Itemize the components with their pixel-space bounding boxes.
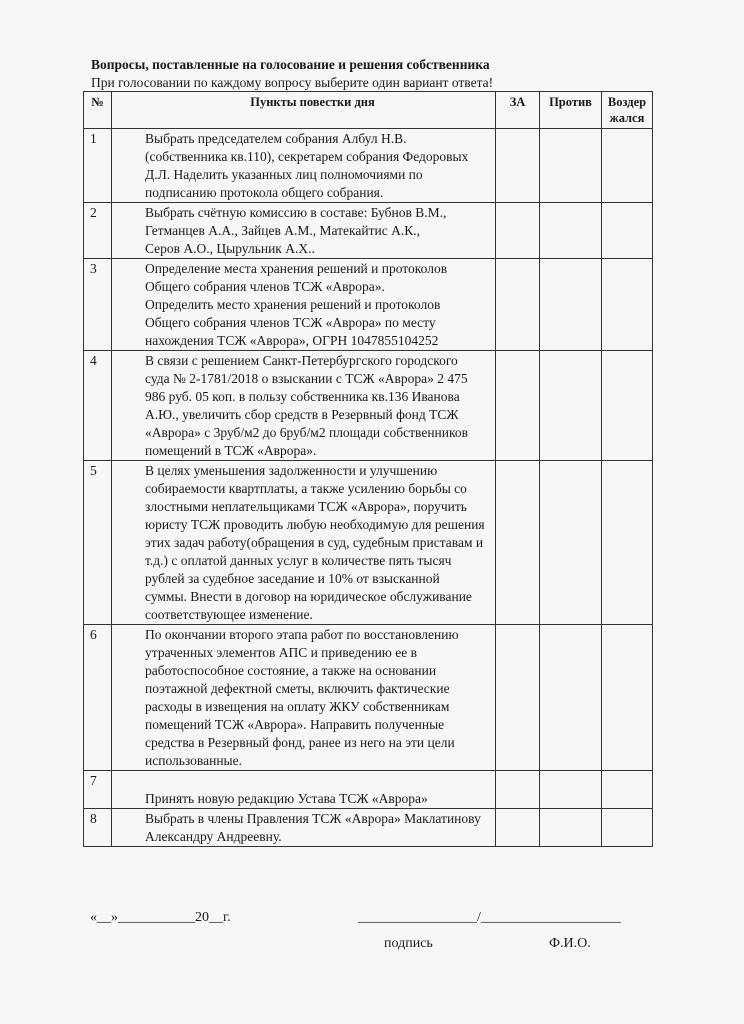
- vote-against-cell[interactable]: [540, 259, 602, 351]
- vote-against-cell[interactable]: [540, 129, 602, 203]
- agenda-row-text: [112, 351, 496, 461]
- agenda-row-number: 4: [84, 351, 112, 461]
- agenda-row-number: 3: [84, 259, 112, 351]
- vote-abstain-cell[interactable]: [602, 809, 653, 847]
- agenda-row-text: [112, 461, 496, 625]
- header-against: Против: [540, 92, 602, 129]
- vote-abstain-cell[interactable]: [602, 259, 653, 351]
- agenda-row-line: подписанию протокола общего собрания.: [145, 185, 384, 200]
- vote-for-cell[interactable]: [496, 259, 540, 351]
- agenda-row-text: [112, 625, 496, 771]
- agenda-row-line: помещений ТСЖ «Аврора». Направить полученные: [145, 717, 445, 732]
- agenda-row-number: 2: [84, 203, 112, 259]
- agenda-row-line: нахождения ТСЖ «Аврора», ОГРН 1047855104252: [145, 333, 439, 348]
- signature-date[interactable]: «__»___________20__г.: [90, 910, 231, 925]
- agenda-row: [84, 259, 653, 351]
- agenda-header-row: [84, 92, 653, 129]
- agenda-row-text: [112, 203, 496, 259]
- agenda-row: [84, 771, 653, 809]
- vote-abstain-cell[interactable]: [602, 203, 653, 259]
- vote-abstain-cell[interactable]: [602, 351, 653, 461]
- agenda-row-line: утраченных элементов АПС и приведению ее в: [145, 645, 417, 660]
- agenda-row-line: собираемости квартплаты, а также усилению борьбы со: [145, 481, 467, 496]
- agenda-row-text: [112, 771, 496, 809]
- vote-against-cell[interactable]: [540, 771, 602, 809]
- agenda-row-line: использованные.: [145, 753, 242, 768]
- agenda-row-line: Определение места хранения решений и протоколов: [145, 261, 448, 276]
- agenda-row-text: [112, 809, 496, 847]
- agenda-row-line: Принять новую редакцию Устава ТСЖ «Аврора»: [145, 791, 428, 806]
- agenda-row-line: Гетманцев А.А., Зайцев А.М., Матекайтис А.К.,: [145, 223, 420, 238]
- agenda-row-line: суда № 2-1781/2018 о взыскании с ТСЖ «Аврора» 2 475: [145, 371, 468, 386]
- signature-caption-sign: подпись: [384, 936, 433, 951]
- header-for: ЗА: [496, 92, 540, 129]
- header-abstain: Воздер жался: [602, 92, 653, 129]
- agenda-row-line: суммы. Внести в договор на юридическое обслуживание: [145, 589, 472, 604]
- agenda-row-line: «Аврора» с 3руб/м2 до 6руб/м2 площади собственников: [145, 425, 468, 440]
- agenda-row-number: 5: [84, 461, 112, 625]
- agenda-row-line: юристу ТСЖ проводить любую необходимую для решения: [145, 517, 485, 532]
- agenda-row-number: 6: [84, 625, 112, 771]
- header-item: Пункты повестки дня: [112, 92, 496, 129]
- agenda-row-number: 8: [84, 809, 112, 847]
- vote-abstain-cell[interactable]: [602, 461, 653, 625]
- agenda-row-line: помещений в ТСЖ «Аврора».: [145, 443, 317, 458]
- agenda-row-line: Александру Андреевну.: [145, 829, 282, 844]
- agenda-row-line: расходы в извещения на оплату ЖКУ собственникам: [145, 699, 450, 714]
- header-num: №: [84, 92, 112, 129]
- vote-against-cell[interactable]: [540, 461, 602, 625]
- agenda-row: [84, 625, 653, 771]
- agenda-row: [84, 351, 653, 461]
- agenda-row-line: средства в Резервный фонд, ранее из него на эти цели: [145, 735, 455, 750]
- vote-for-cell[interactable]: [496, 625, 540, 771]
- agenda-row: [84, 203, 653, 259]
- agenda-row-line: Общего собрания членов ТСЖ «Аврора» по месту: [145, 315, 436, 330]
- agenda-row-line: Выбрать председателем собрания Албул Н.В.: [145, 131, 407, 146]
- agenda-row-line: Выбрать в члены Правления ТСЖ «Аврора» Маклатинову: [145, 811, 481, 826]
- agenda-row-line: По окончании второго этапа работ по восстановлению: [145, 627, 459, 642]
- agenda-row-line: В связи с решением Санкт-Петербургского городского: [145, 353, 458, 368]
- signature-caption-name: Ф.И.О.: [549, 936, 591, 951]
- vote-against-cell[interactable]: [540, 203, 602, 259]
- agenda-row-line: соответствующее изменение.: [145, 607, 313, 622]
- agenda-row-line: Выбрать счётную комиссию в составе: Бубнов В.М.,: [145, 205, 447, 220]
- agenda-row-line: т.д.) с оплатой данных услуг в количестве пять тысяч: [145, 553, 452, 568]
- vote-against-cell[interactable]: [540, 351, 602, 461]
- vote-abstain-cell[interactable]: [602, 625, 653, 771]
- agenda-table: [83, 91, 653, 847]
- agenda-row-number: 1: [84, 129, 112, 203]
- page-subheading: При голосовании по каждому вопросу выберите один вариант ответа!: [91, 75, 494, 90]
- agenda-row-line: работоспособное состояние, а также на основании: [145, 663, 437, 678]
- vote-for-cell[interactable]: [496, 129, 540, 203]
- agenda-row: [84, 461, 653, 625]
- agenda-row-line: А.Ю., увеличить сбор средств в Резервный фонд ТСЖ: [145, 407, 459, 422]
- vote-for-cell[interactable]: [496, 461, 540, 625]
- agenda-row-line: этих задач работу(обращения в суд, судебным приставам и: [145, 535, 484, 550]
- vote-abstain-cell[interactable]: [602, 771, 653, 809]
- agenda-row-text: [112, 129, 496, 203]
- vote-for-cell[interactable]: [496, 351, 540, 461]
- page-heading: Вопросы, поставленные на голосование и решения собственника: [91, 57, 490, 72]
- signature-line[interactable]: _________________/____________________: [358, 910, 621, 925]
- agenda-row: [84, 809, 653, 847]
- vote-for-cell[interactable]: [496, 771, 540, 809]
- agenda-row-line: поэтажной дефектной сметы, включить фактические: [145, 681, 450, 696]
- agenda-row-line: В целях уменьшения задолженности и улучшению: [145, 463, 438, 478]
- agenda-row-text: [112, 259, 496, 351]
- agenda-row-line: Определить место хранения решений и протоколов: [145, 297, 441, 312]
- agenda-row-line: Серов А.О., Цырульник А.Х..: [145, 241, 315, 256]
- agenda-row-line: [145, 772, 491, 790]
- agenda-row-number: 7: [84, 771, 112, 809]
- vote-for-cell[interactable]: [496, 203, 540, 259]
- agenda-row: [84, 129, 653, 203]
- agenda-row-line: рублей за судебное заседание и 10% от взысканной: [145, 571, 440, 586]
- agenda-row-line: Общего собрания членов ТСЖ «Аврора».: [145, 279, 385, 294]
- agenda-row-line: злостными неплательщиками ТСЖ «Аврора», поручить: [145, 499, 467, 514]
- agenda-row-line: 986 руб. 05 коп. в пользу собственника кв.136 Иванова: [145, 389, 460, 404]
- vote-against-cell[interactable]: [540, 625, 602, 771]
- agenda-row-line: Д.Л. Наделить указанных лиц полномочиями по: [145, 167, 423, 182]
- agenda-row-line: (собственника кв.110), секретарем собрания Федоровых: [145, 149, 469, 164]
- vote-against-cell[interactable]: [540, 809, 602, 847]
- vote-abstain-cell[interactable]: [602, 129, 653, 203]
- vote-for-cell[interactable]: [496, 809, 540, 847]
